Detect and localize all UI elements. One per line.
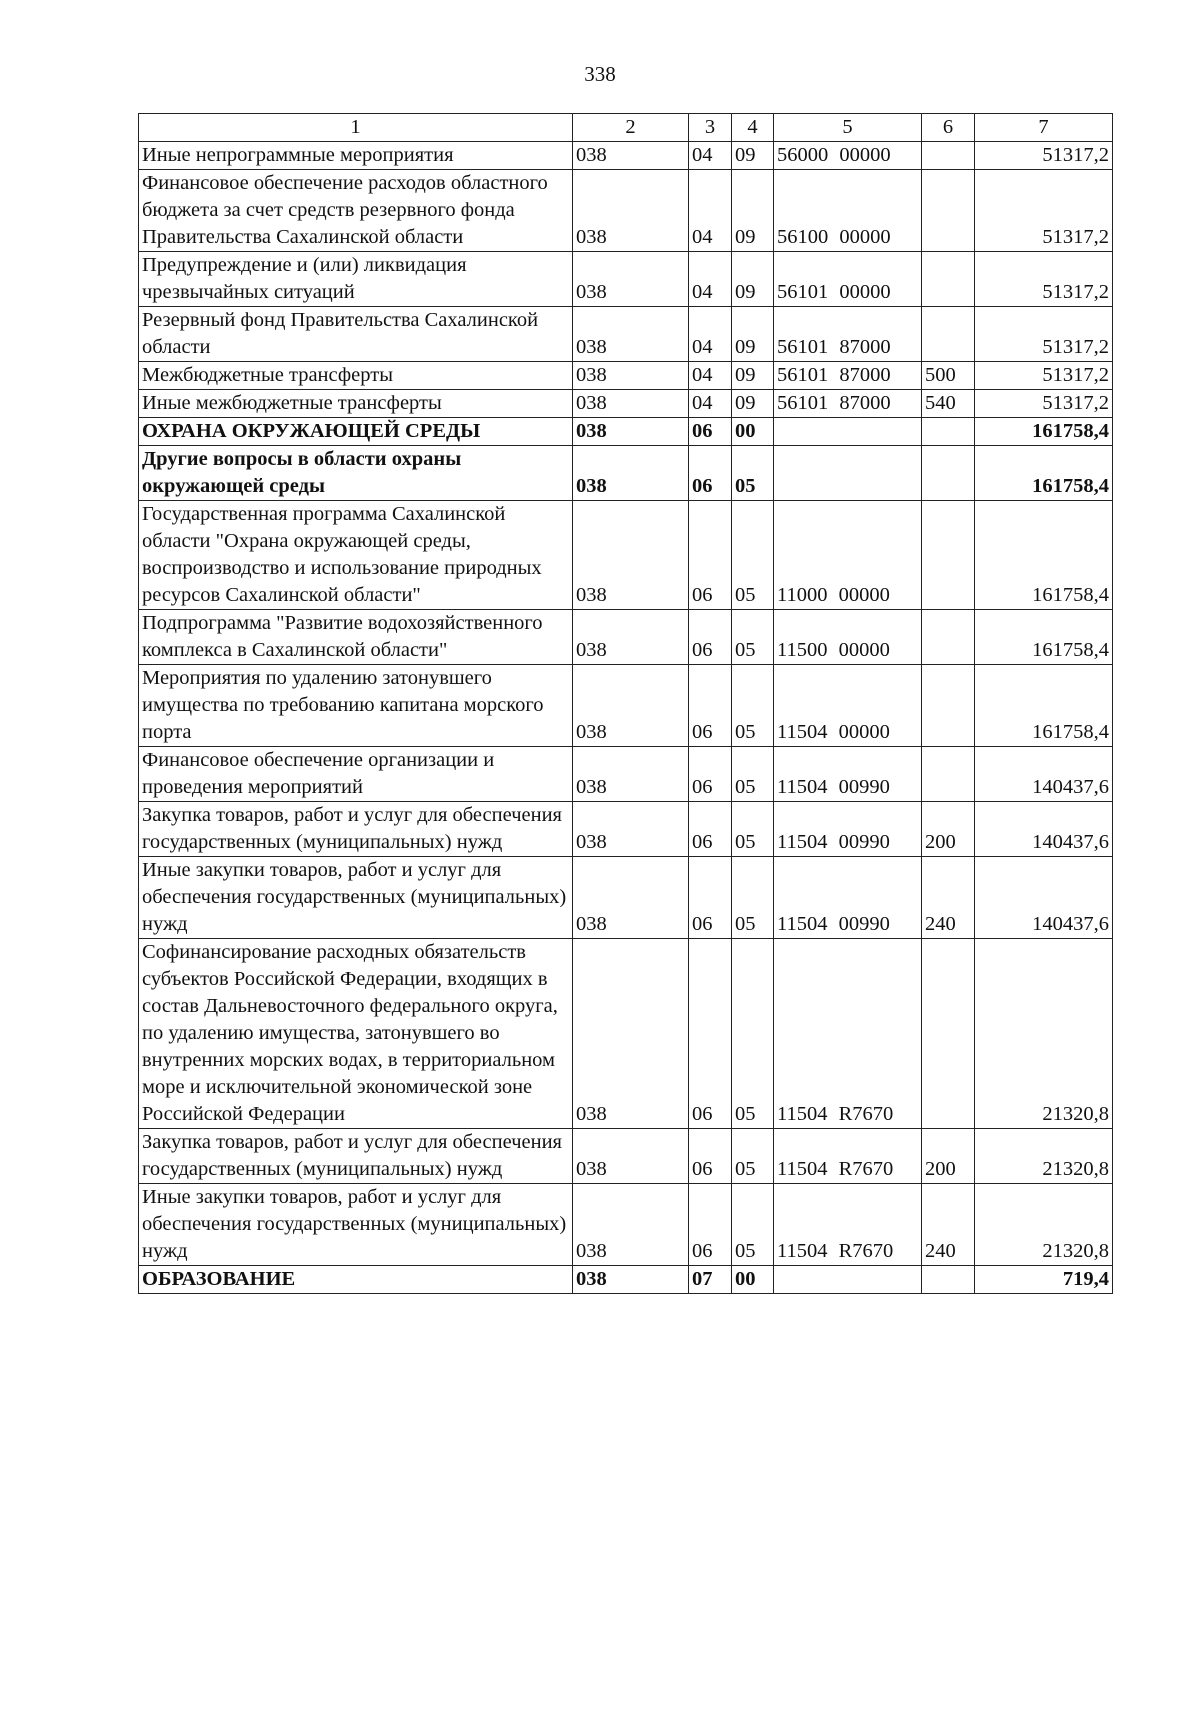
row-name-cell: Мероприятия по удалению затонувшего имущества по требованию капитана морского порта <box>139 665 573 747</box>
subsection-code-cell: 05 <box>732 939 774 1129</box>
amount-cell: 161758,4 <box>975 446 1113 501</box>
expense-type-cell <box>922 665 975 747</box>
expense-type-cell <box>922 418 975 446</box>
ved-code-cell: 038 <box>573 1266 689 1294</box>
amount-cell: 161758,4 <box>975 501 1113 610</box>
amount-cell: 51317,2 <box>975 170 1113 252</box>
ved-code-cell: 038 <box>573 747 689 802</box>
table-row <box>139 142 1113 170</box>
ved-code-cell: 038 <box>573 665 689 747</box>
section-code-cell: 06 <box>689 1129 732 1184</box>
row-name-cell: Финансовое обеспечение организации и проведения мероприятий <box>139 747 573 802</box>
target-article-cell: 56000 00000 <box>774 142 922 170</box>
ved-code-cell: 038 <box>573 252 689 307</box>
expense-type-cell <box>922 1266 975 1294</box>
ved-code-cell: 038 <box>573 501 689 610</box>
target-article-cell: 56100 00000 <box>774 170 922 252</box>
expense-type-cell <box>922 252 975 307</box>
expense-type-cell: 540 <box>922 390 975 418</box>
row-name-cell: Софинансирование расходных обязательств субъектов Российской Федерации, входящих в состав Дальневосточного федерального округа, по удалению имущества, затонувшего во внутренних морских водах, в территориальном море и исключительной экономической зоне Российской Федерации <box>139 939 573 1129</box>
ved-code-cell: 038 <box>573 446 689 501</box>
subsection-code-cell: 05 <box>732 747 774 802</box>
expense-type-cell <box>922 142 975 170</box>
subsection-code-cell: 05 <box>732 501 774 610</box>
section-code-cell: 04 <box>689 142 732 170</box>
target-article-cell: 11504 00000 <box>774 665 922 747</box>
expense-type-cell: 240 <box>922 1184 975 1266</box>
section-code-cell: 06 <box>689 610 732 665</box>
subsection-code-cell: 05 <box>732 857 774 939</box>
ved-code-cell: 038 <box>573 610 689 665</box>
amount-cell: 140437,6 <box>975 802 1113 857</box>
header-row <box>139 114 1113 142</box>
ved-code-cell: 038 <box>573 142 689 170</box>
row-name-cell: Предупреждение и (или) ликвидация чрезвычайных ситуаций <box>139 252 573 307</box>
subsection-code-cell: 05 <box>732 446 774 501</box>
amount-cell: 161758,4 <box>975 665 1113 747</box>
row-name-cell: Государственная программа Сахалинской области "Охрана окружающей среды, воспроизводство и использование природных ресурсов Сахалинской области" <box>139 501 573 610</box>
budget-table <box>138 113 1113 1294</box>
section-code-cell: 06 <box>689 418 732 446</box>
subsection-code-cell: 00 <box>732 1266 774 1294</box>
target-article-cell: 11504 00990 <box>774 802 922 857</box>
table-row <box>139 857 1113 939</box>
ved-code-cell: 038 <box>573 1184 689 1266</box>
amount-cell: 161758,4 <box>975 610 1113 665</box>
section-code-cell: 06 <box>689 1184 732 1266</box>
target-article-cell: 11504 00990 <box>774 857 922 939</box>
row-name-cell: Иные межбюджетные трансферты <box>139 390 573 418</box>
section-code-cell: 04 <box>689 252 732 307</box>
expense-type-cell: 200 <box>922 1129 975 1184</box>
amount-cell: 140437,6 <box>975 747 1113 802</box>
target-article-cell: 56101 00000 <box>774 252 922 307</box>
row-name-cell: Другие вопросы в области охраны окружающей среды <box>139 446 573 501</box>
table-row <box>139 1184 1113 1266</box>
section-code-cell: 04 <box>689 362 732 390</box>
section-code-cell: 06 <box>689 665 732 747</box>
table-row <box>139 802 1113 857</box>
section-code-cell: 06 <box>689 446 732 501</box>
table-row <box>139 747 1113 802</box>
expense-type-cell <box>922 170 975 252</box>
section-code-cell: 07 <box>689 1266 732 1294</box>
header-cell: 1 <box>139 114 573 142</box>
amount-cell: 21320,8 <box>975 1184 1113 1266</box>
table-row <box>139 362 1113 390</box>
expense-type-cell <box>922 747 975 802</box>
target-article-cell: 56101 87000 <box>774 390 922 418</box>
row-name-cell: Иные непрограммные мероприятия <box>139 142 573 170</box>
expense-type-cell <box>922 446 975 501</box>
table-row <box>139 1266 1113 1294</box>
table-row <box>139 1129 1113 1184</box>
header-cell: 4 <box>732 114 774 142</box>
target-article-cell: 11504 R7670 <box>774 939 922 1129</box>
amount-cell: 161758,4 <box>975 418 1113 446</box>
target-article-cell <box>774 1266 922 1294</box>
ved-code-cell: 038 <box>573 170 689 252</box>
table-row <box>139 610 1113 665</box>
amount-cell: 21320,8 <box>975 1129 1113 1184</box>
expense-type-cell <box>922 939 975 1129</box>
row-name-cell: Резервный фонд Правительства Сахалинской области <box>139 307 573 362</box>
ved-code-cell: 038 <box>573 857 689 939</box>
table-row <box>139 170 1113 252</box>
subsection-code-cell: 09 <box>732 307 774 362</box>
page-number: 338 <box>584 62 616 86</box>
section-code-cell: 06 <box>689 802 732 857</box>
amount-cell: 51317,2 <box>975 362 1113 390</box>
expense-type-cell: 500 <box>922 362 975 390</box>
section-code-cell: 04 <box>689 390 732 418</box>
table-body <box>139 142 1113 1294</box>
expense-type-cell <box>922 610 975 665</box>
table-row <box>139 307 1113 362</box>
target-article-cell: 11000 00000 <box>774 501 922 610</box>
row-name-cell: Иные закупки товаров, работ и услуг для обеспечения государственных (муниципальных) нужд <box>139 857 573 939</box>
target-article-cell: 11500 00000 <box>774 610 922 665</box>
ved-code-cell: 038 <box>573 362 689 390</box>
target-article-cell: 56101 87000 <box>774 362 922 390</box>
subsection-code-cell: 05 <box>732 1184 774 1266</box>
target-article-cell: 56101 87000 <box>774 307 922 362</box>
section-code-cell: 06 <box>689 939 732 1129</box>
table-row <box>139 501 1113 610</box>
row-name-cell: Иные закупки товаров, работ и услуг для обеспечения государственных (муниципальных) нужд <box>139 1184 573 1266</box>
expense-type-cell <box>922 501 975 610</box>
row-name-cell: Финансовое обеспечение расходов областного бюджета за счет средств резервного фонда Правительства Сахалинской области <box>139 170 573 252</box>
subsection-code-cell: 09 <box>732 252 774 307</box>
amount-cell: 719,4 <box>975 1266 1113 1294</box>
row-name-cell: Подпрограмма "Развитие водохозяйственного комплекса в Сахалинской области" <box>139 610 573 665</box>
amount-cell: 21320,8 <box>975 939 1113 1129</box>
target-article-cell <box>774 418 922 446</box>
subsection-code-cell: 05 <box>732 610 774 665</box>
ved-code-cell: 038 <box>573 1129 689 1184</box>
target-article-cell: 11504 R7670 <box>774 1129 922 1184</box>
row-name-cell: Межбюджетные трансферты <box>139 362 573 390</box>
table-row <box>139 390 1113 418</box>
header-cell: 7 <box>975 114 1113 142</box>
subsection-code-cell: 09 <box>732 362 774 390</box>
section-code-cell: 04 <box>689 307 732 362</box>
expense-type-cell: 200 <box>922 802 975 857</box>
table-row <box>139 418 1113 446</box>
amount-cell: 51317,2 <box>975 307 1113 362</box>
target-article-cell: 11504 R7670 <box>774 1184 922 1266</box>
subsection-code-cell: 09 <box>732 142 774 170</box>
amount-cell: 51317,2 <box>975 142 1113 170</box>
table-row <box>139 446 1113 501</box>
section-code-cell: 06 <box>689 857 732 939</box>
ved-code-cell: 038 <box>573 307 689 362</box>
ved-code-cell: 038 <box>573 418 689 446</box>
expense-type-cell <box>922 307 975 362</box>
section-code-cell: 06 <box>689 501 732 610</box>
subsection-code-cell: 09 <box>732 390 774 418</box>
amount-cell: 140437,6 <box>975 857 1113 939</box>
table-row <box>139 939 1113 1129</box>
amount-cell: 51317,2 <box>975 252 1113 307</box>
header-cell: 3 <box>689 114 732 142</box>
row-name-cell: ОБРАЗОВАНИЕ <box>139 1266 573 1294</box>
subsection-code-cell: 09 <box>732 170 774 252</box>
row-name-cell: ОХРАНА ОКРУЖАЮЩЕЙ СРЕДЫ <box>139 418 573 446</box>
target-article-cell: 11504 00990 <box>774 747 922 802</box>
header-cell: 5 <box>774 114 922 142</box>
subsection-code-cell: 05 <box>732 802 774 857</box>
amount-cell: 51317,2 <box>975 390 1113 418</box>
table-row <box>139 252 1113 307</box>
subsection-code-cell: 05 <box>732 665 774 747</box>
subsection-code-cell: 00 <box>732 418 774 446</box>
ved-code-cell: 038 <box>573 802 689 857</box>
ved-code-cell: 038 <box>573 939 689 1129</box>
expense-type-cell: 240 <box>922 857 975 939</box>
section-code-cell: 04 <box>689 170 732 252</box>
ved-code-cell: 038 <box>573 390 689 418</box>
row-name-cell: Закупка товаров, работ и услуг для обеспечения государственных (муниципальных) нужд <box>139 1129 573 1184</box>
table-row <box>139 665 1113 747</box>
target-article-cell <box>774 446 922 501</box>
row-name-cell: Закупка товаров, работ и услуг для обеспечения государственных (муниципальных) нужд <box>139 802 573 857</box>
header-cell: 2 <box>573 114 689 142</box>
header-cell: 6 <box>922 114 975 142</box>
section-code-cell: 06 <box>689 747 732 802</box>
subsection-code-cell: 05 <box>732 1129 774 1184</box>
